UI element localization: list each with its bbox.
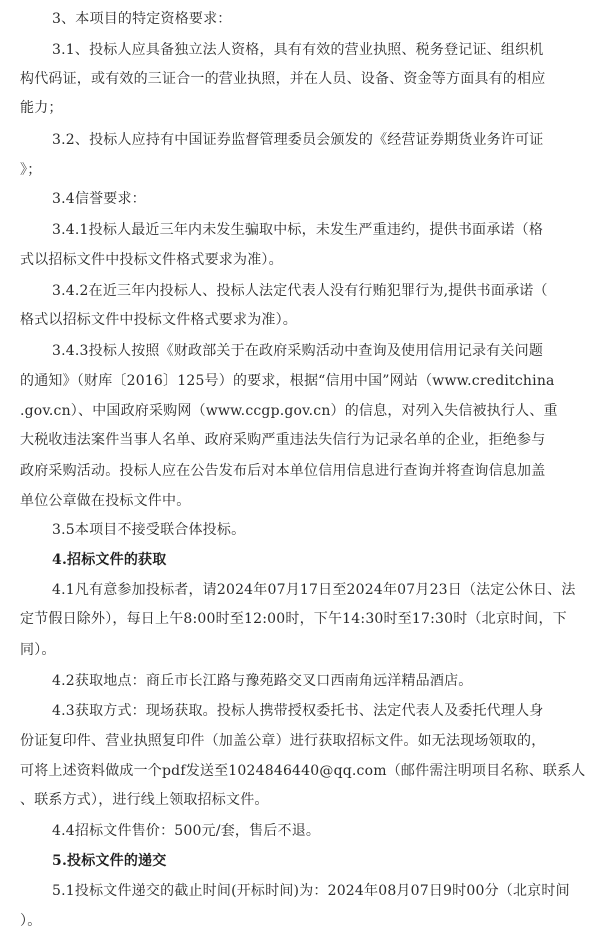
text-line-6: 》； <box>20 162 42 178</box>
text-line-31: ）。 <box>20 913 42 929</box>
text-line-20: 4.1凡有意参加投标者，请2024年07月17日至2024年07月23日（法定公休日、法 <box>52 582 576 598</box>
text-line-28: 4.4招标文件售价：500元/套，售后不退。 <box>52 823 321 839</box>
text-line-1: 3、本项目的特定资格要求： <box>52 11 232 27</box>
text-line-23: 4.2获取地点：商丘市长江路与豫苑路交叉口西南角远洋精品酒店。 <box>52 673 473 689</box>
text-line-22: 同）。 <box>20 642 56 658</box>
text-line-2: 3.1、投标人应具备独立法人资格，具有有效的营业执照、税务登记证、组织机 <box>52 42 544 58</box>
text-line-21: 定节假日除外），每日上午8:00时至12:00时，下午14:30时至17:30时（北京时间，下 <box>20 611 567 627</box>
text-line-18: 3.5本项目不接受联合体投标。 <box>52 522 246 538</box>
text-line-16: 政府采购活动。投标人应在公告发布后对本单位信用信息进行查询并将查询信息加盖 <box>20 463 546 479</box>
text-line-15: 大税收违法案件当事人名单、政府采购严重违法失信行为记录名单的企业，拒绝参与 <box>20 432 546 448</box>
text-line-12: 3.4.3投标人按照《财政部关于在政府采购活动中查询及使用信用记录有关问题 <box>52 343 544 359</box>
text-line-7: 3.4信誉要求： <box>52 191 146 207</box>
text-line-4: 能力； <box>20 100 63 116</box>
text-line-17: 单位公章做在投标文件中。 <box>20 493 191 509</box>
text-line-30: 5.1投标文件递交的截止时间(开标时间)为：2024年08月07日9时00分（北京时间 <box>52 883 570 899</box>
text-line-14: .gov.cn）、中国政府采购网（www.ccgp.gov.cn）的信息，对列入失信被执行人、重 <box>20 403 558 419</box>
section-heading-4: 4.招标文件的获取 <box>52 552 167 568</box>
text-line-9: 式以招标文件中投标文件格式要求为准）。 <box>20 252 283 268</box>
text-line-8: 3.4.1投标人最近三年内未发生骗取中标，未发生严重违约，提供书面承诺（格 <box>52 222 544 238</box>
text-line-24: 4.3获取方式：现场获取。投标人携带授权委托书、法定代表人及委托代理人身 <box>52 703 544 719</box>
text-line-3: 构代码证，或有效的三证合一的营业执照，并在人员、设备、资金等方面具有的相应 <box>20 71 546 87</box>
text-line-25: 份证复印件、营业执照复印件（加盖公章）进行获取招标文件。如无法现场领取的， <box>20 733 546 749</box>
text-line-10: 3.4.2在近三年内投标人、投标人法定代表人没有行贿犯罪行为,提供书面承诺（ <box>52 283 548 299</box>
text-line-11: 格式以招标文件中投标文件格式要求为准）。 <box>20 312 297 328</box>
text-line-26: 可将上述资料做成一个pdf发送至1024846440@qq.com（邮件需注明项目名称、联系人 <box>20 763 586 779</box>
text-line-5: 3.2、投标人应持有中国证券监督管理委员会颁发的《经营证券期货业务许可证 <box>52 132 544 148</box>
text-line-13: 的通知》（财库〔2016〕125号）的要求，根据“信用中国”网站（www.creditchina <box>20 373 555 389</box>
text-line-27: 、联系方式），进行线上领取招标文件。 <box>20 792 269 808</box>
section-heading-5: 5.投标文件的递交 <box>52 853 167 869</box>
